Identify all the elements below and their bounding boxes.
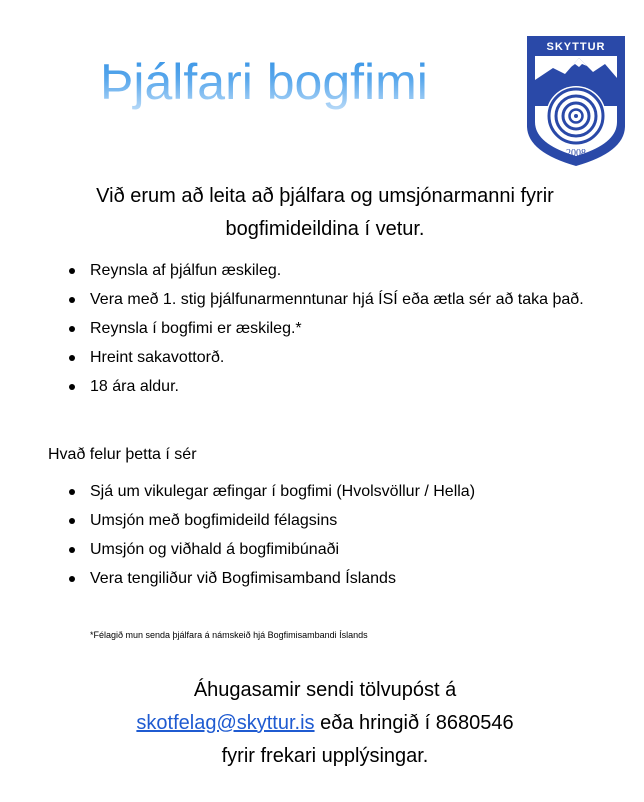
contact-line: Áhugasamir sendi tölvupóst á — [193, 679, 457, 701]
email-link[interactable]: skotfelag@skyttur.is — [136, 712, 315, 734]
contact-line: fyrir frekari upplýsingar. — [221, 745, 429, 767]
duties-heading: Hvað felur þetta í sér — [48, 446, 197, 463]
logo-year: 2008 — [566, 148, 586, 159]
contact-line — [40, 707, 610, 740]
skyttur-logo — [525, 34, 627, 168]
intro-line: bogfimideildina í vetur. — [225, 218, 425, 240]
page-title: Þjálfari bogfimi — [100, 50, 480, 114]
list-item: Vera tengiliður við Bogfimisamband Íslands — [60, 564, 620, 593]
duties-list — [60, 477, 620, 593]
list-item: Umsjón og viðhald á bogfimibúnaði — [60, 535, 620, 564]
intro-text — [40, 180, 610, 246]
list-item: 18 ára aldur. — [60, 372, 620, 401]
requirements-list — [60, 256, 620, 401]
target-icon — [546, 86, 606, 146]
phone-text: eða hringið í 8680546 — [314, 712, 514, 734]
list-item: Umsjón með bogfimideild félagsins — [60, 506, 620, 535]
footnote: *Félagið mun senda þjálfara á námskeið hjá Bogfimisambandi Íslands — [90, 630, 368, 640]
intro-line: Við erum að leita að þjálfara og umsjónarmanni fyrir — [96, 185, 554, 207]
list-item: Sjá um vikulegar æfingar í bogfimi (Hvolsvöllur / Hella) — [60, 477, 620, 506]
contact-block — [40, 674, 610, 773]
list-item: Reynsla í bogfimi er æskileg.* — [60, 314, 620, 343]
logo-name: SKYTTUR — [546, 41, 606, 53]
list-item: Vera með 1. stig þjálfunarmenntunar hjá ÍSÍ eða ætla sér að taka það. — [60, 285, 620, 314]
list-item: Hreint sakavottorð. — [60, 343, 620, 372]
list-item: Reynsla af þjálfun æskileg. — [60, 256, 620, 285]
